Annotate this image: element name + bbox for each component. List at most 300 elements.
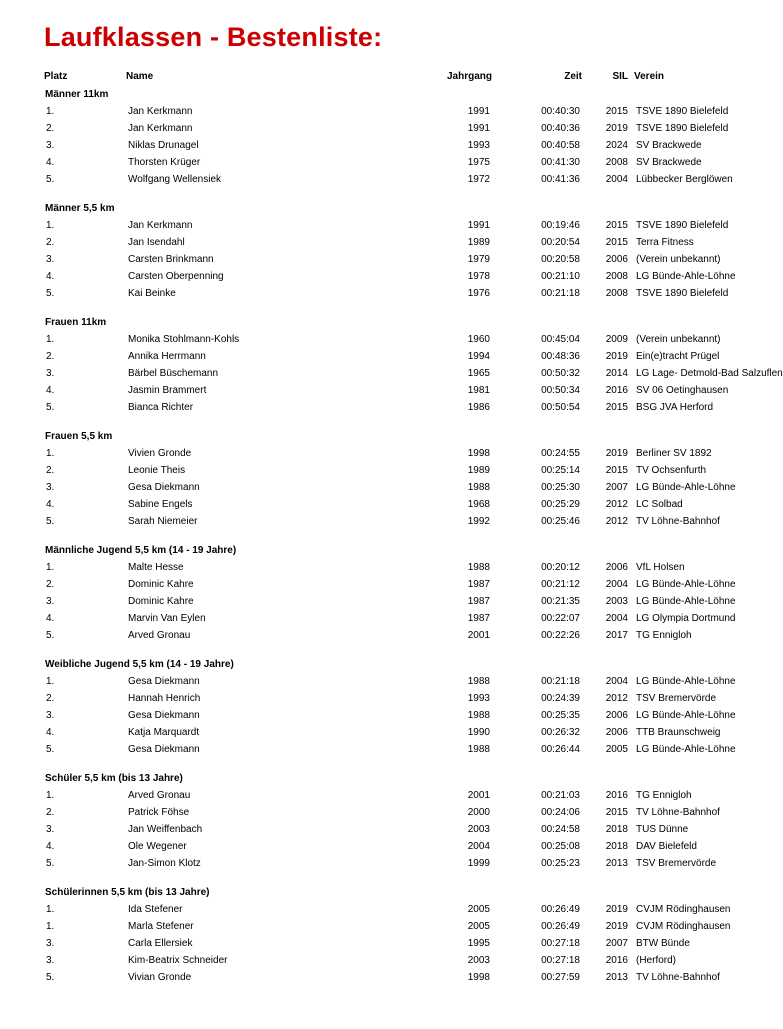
cell-platz: 3. [46,938,55,949]
cell-name: Dominic Kahre [128,579,194,590]
cell-platz: 1. [46,562,55,573]
group-title: Frauen 5,5 km [45,431,113,442]
cell-jahrgang: 1990 [467,727,490,738]
cell-name: Vivien Gronde [128,448,192,459]
header-row [44,71,773,87]
cell-name: Dominic Kahre [128,596,194,607]
table-row [44,741,773,758]
cell-jahrgang: 2005 [467,904,490,915]
cell-zeit: 00:21:10 [541,271,580,282]
cell-verein: TSVE 1890 Bielefeld [636,123,729,134]
cell-zeit: 00:25:14 [541,465,580,476]
cell-jahrgang: 1998 [467,448,490,459]
cell-sil: 2008 [605,288,628,299]
cell-zeit: 00:19:46 [541,220,580,231]
cell-name: Jan Kerkmann [128,123,193,134]
cell-verein: LG Bünde-Ahle-Löhne [636,596,736,607]
cell-zeit: 00:21:03 [541,790,580,801]
cell-sil: 2016 [605,790,628,801]
cell-sil: 2009 [605,334,628,345]
table-row [44,559,773,576]
cell-sil: 2007 [605,482,628,493]
cell-platz: 4. [46,499,55,510]
cell-name: Gesa Diekmann [128,710,200,721]
cell-verein: Ein(e)tracht Prügel [636,351,720,362]
table-row [44,382,773,399]
cell-platz: 1. [46,334,55,345]
table-row [44,935,773,952]
cell-jahrgang: 1987 [467,596,490,607]
cell-verein: LG Olympia Dortmund [636,613,736,624]
cell-sil: 2017 [605,630,628,641]
cell-jahrgang: 1988 [467,482,490,493]
cell-jahrgang: 1988 [467,710,490,721]
cell-name: Jasmin Brammert [128,385,207,396]
cell-verein: CVJM Rödinghausen [636,904,731,915]
cell-platz: 4. [46,385,55,396]
cell-name: Ole Wegener [128,841,187,852]
cell-verein: TSVE 1890 Bielefeld [636,106,729,117]
cell-platz: 4. [46,613,55,624]
group-header-row [44,302,773,331]
cell-sil: 2015 [605,237,628,248]
cell-jahrgang: 1988 [467,676,490,687]
cell-sil: 2019 [605,904,628,915]
cell-name: Gesa Diekmann [128,676,200,687]
cell-verein: TG Ennigloh [636,790,692,801]
cell-zeit: 00:50:34 [541,385,580,396]
cell-platz: 3. [46,955,55,966]
group-header-row [44,87,773,103]
cell-sil: 2006 [605,254,628,265]
cell-zeit: 00:40:30 [541,106,580,117]
cell-name: Patrick Föhse [128,807,190,818]
cell-jahrgang: 1995 [467,938,490,949]
cell-sil: 2003 [605,596,628,607]
cell-platz: 5. [46,402,55,413]
cell-jahrgang: 1981 [467,385,490,396]
cell-verein: TSV Bremervörde [636,858,717,869]
cell-verein: VfL Holsen [636,562,685,573]
cell-verein: TUS Dünne [636,824,689,835]
cell-sil: 2004 [605,613,628,624]
column-header-platz: Platz [44,71,68,82]
cell-platz: 5. [46,972,55,983]
table-row [44,690,773,707]
cell-sil: 2018 [605,824,628,835]
cell-sil: 2006 [605,727,628,738]
cell-jahrgang: 1993 [467,140,490,151]
page-title: Laufklassen - Bestenliste: [44,22,383,52]
cell-verein: TV Ochsenfurth [636,465,707,476]
table-row [44,479,773,496]
cell-platz: 2. [46,351,55,362]
cell-platz: 3. [46,368,55,379]
cell-name: Carla Ellersiek [128,938,193,949]
cell-verein: CVJM Rödinghausen [636,921,731,932]
cell-sil: 2019 [605,351,628,362]
table-row [44,496,773,513]
cell-jahrgang: 2003 [467,824,490,835]
cell-jahrgang: 2004 [467,841,490,852]
cell-zeit: 00:21:12 [541,579,580,590]
cell-verein: DAV Bielefeld [636,841,697,852]
cell-zeit: 00:41:36 [541,174,580,185]
cell-name: Kai Beinke [128,288,176,299]
cell-verein: BTW Bünde [636,938,690,949]
table-row [44,838,773,855]
cell-zeit: 00:27:18 [541,955,580,966]
cell-verein: TSVE 1890 Bielefeld [636,220,729,231]
cell-name: Jan Kerkmann [128,106,193,117]
group-title: Schüler 5,5 km (bis 13 Jahre) [45,773,183,784]
cell-platz: 2. [46,693,55,704]
group-header-row [44,872,773,901]
cell-name: Carsten Oberpenning [128,271,224,282]
table-row [44,513,773,530]
cell-zeit: 00:45:04 [541,334,580,345]
cell-platz: 3. [46,482,55,493]
cell-jahrgang: 1992 [467,516,490,527]
cell-jahrgang: 1972 [467,174,490,185]
cell-name: Sabine Engels [128,499,193,510]
table-body [44,87,783,986]
cell-sil: 2013 [605,972,628,983]
cell-name: Katja Marquardt [128,727,200,738]
cell-zeit: 00:40:58 [541,140,580,151]
column-header-zeit: Zeit [564,71,582,82]
cell-platz: 1. [46,220,55,231]
table-row [44,251,773,268]
group-title: Männer 11km [45,89,109,100]
cell-sil: 2015 [605,402,628,413]
cell-name: Jan Kerkmann [128,220,193,231]
cell-jahrgang: 1991 [467,220,490,231]
cell-zeit: 00:25:08 [541,841,580,852]
cell-sil: 2018 [605,841,628,852]
cell-jahrgang: 2005 [467,921,490,932]
cell-name: Jan-Simon Klotz [128,858,201,869]
cell-verein: SV Brackwede [636,140,702,151]
cell-sil: 2019 [605,921,628,932]
cell-platz: 1. [46,921,55,932]
table-row [44,952,773,969]
cell-platz: 5. [46,288,55,299]
cell-verein: TG Ennigloh [636,630,692,641]
column-header-verein: Verein [634,71,665,82]
column-header-jahrgang: Jahrgang [446,71,492,82]
table-row [44,137,773,154]
cell-name: Leonie Theis [128,465,186,476]
cell-zeit: 00:25:29 [541,499,580,510]
cell-sil: 2015 [605,807,628,818]
table-row [44,445,773,462]
cell-jahrgang: 1993 [467,693,490,704]
column-header-sil: SIL [612,71,628,82]
cell-sil: 2004 [605,676,628,687]
cell-platz: 1. [46,904,55,915]
group-title: Männliche Jugend 5,5 km (14 - 19 Jahre) [45,545,237,556]
cell-zeit: 00:21:18 [541,288,580,299]
cell-verein: LC Solbad [636,499,683,510]
cell-jahrgang: 1986 [467,402,490,413]
cell-zeit: 00:25:46 [541,516,580,527]
table-row [44,707,773,724]
cell-zeit: 00:20:58 [541,254,580,265]
table-row [44,576,773,593]
cell-name: Arved Gronau [128,790,191,801]
cell-name: Bianca Richter [128,402,194,413]
cell-sil: 2019 [605,448,628,459]
cell-zeit: 00:21:35 [541,596,580,607]
cell-verein: LG Lage- Detmold-Bad Salzuflen [636,368,783,379]
cell-verein: LG Bünde-Ahle-Löhne [636,744,736,755]
cell-verein: Terra Fitness [636,237,694,248]
table-row [44,593,773,610]
table-row [44,331,773,348]
cell-sil: 2004 [605,579,628,590]
cell-name: Sarah Niemeier [128,516,198,527]
cell-sil: 2019 [605,123,628,134]
cell-verein: SV 06 Oetinghausen [636,385,729,396]
cell-sil: 2014 [605,368,628,379]
table-row [44,610,773,627]
group-title: Männer 5,5 km [45,203,115,214]
cell-zeit: 00:25:35 [541,710,580,721]
cell-verein: (Verein unbekannt) [636,334,721,345]
cell-name: Gesa Diekmann [128,482,200,493]
cell-verein: LG Bünde-Ahle-Löhne [636,579,736,590]
cell-name: Niklas Drunagel [128,140,199,151]
table-row [44,804,773,821]
cell-zeit: 00:50:32 [541,368,580,379]
cell-platz: 5. [46,516,55,527]
cell-platz: 1. [46,106,55,117]
results-table [44,71,783,986]
cell-name: Marvin Van Eylen [128,613,206,624]
group-title: Weibliche Jugend 5,5 km (14 - 19 Jahre) [45,659,234,670]
cell-verein: TTB Braunschweig [636,727,721,738]
cell-jahrgang: 1988 [467,562,490,573]
cell-name: Ida Stefener [128,904,183,915]
cell-verein: (Herford) [636,955,677,966]
cell-platz: 5. [46,858,55,869]
cell-sil: 2012 [605,693,628,704]
cell-sil: 2024 [605,140,628,151]
cell-zeit: 00:40:36 [541,123,580,134]
cell-zeit: 00:22:07 [541,613,580,624]
cell-verein: LG Bünde-Ahle-Löhne [636,482,736,493]
cell-jahrgang: 1987 [467,613,490,624]
cell-sil: 2015 [605,465,628,476]
table-row [44,918,773,935]
cell-zeit: 00:41:30 [541,157,580,168]
cell-jahrgang: 1960 [467,334,490,345]
cell-platz: 4. [46,727,55,738]
table-row [44,365,773,382]
table-row [44,234,773,251]
cell-platz: 3. [46,824,55,835]
cell-verein: Lübbecker Berglöwen [636,174,733,185]
cell-zeit: 00:22:26 [541,630,580,641]
cell-verein: Berliner SV 1892 [636,448,712,459]
cell-name: Bärbel Büschemann [128,368,219,379]
cell-jahrgang: 1975 [467,157,490,168]
cell-zeit: 00:24:06 [541,807,580,818]
cell-zeit: 00:26:32 [541,727,580,738]
cell-platz: 2. [46,465,55,476]
cell-zeit: 00:24:58 [541,824,580,835]
table-row [44,821,773,838]
cell-platz: 5. [46,744,55,755]
table-row [44,787,773,804]
group-header-row [44,644,773,673]
table-row [44,724,773,741]
cell-name: Wolfgang Wellensiek [128,174,222,185]
cell-jahrgang: 1978 [467,271,490,282]
cell-verein: TV Löhne-Bahnhof [636,972,720,983]
cell-jahrgang: 1976 [467,288,490,299]
table-row [44,627,773,644]
cell-verein: TSV Bremervörde [636,693,717,704]
table-header [44,71,773,87]
table-row [44,969,773,986]
cell-name: Jan Weiffenbach [128,824,203,835]
cell-sil: 2015 [605,106,628,117]
table-row [44,462,773,479]
cell-verein: LG Bünde-Ahle-Löhne [636,676,736,687]
cell-jahrgang: 1991 [467,123,490,134]
cell-platz: 5. [46,174,55,185]
table-row [44,217,773,234]
cell-zeit: 00:50:54 [541,402,580,413]
table-row [44,154,773,171]
cell-platz: 4. [46,841,55,852]
cell-jahrgang: 1965 [467,368,490,379]
cell-jahrgang: 1989 [467,465,490,476]
cell-jahrgang: 1968 [467,499,490,510]
group-title: Frauen 11km [45,317,107,328]
table-row [44,901,773,918]
cell-sil: 2005 [605,744,628,755]
cell-jahrgang: 2001 [467,790,490,801]
cell-zeit: 00:26:49 [541,921,580,932]
group-header-row [44,188,773,217]
cell-zeit: 00:20:12 [541,562,580,573]
cell-platz: 2. [46,237,55,248]
cell-jahrgang: 2001 [467,630,490,641]
cell-sil: 2007 [605,938,628,949]
cell-zeit: 00:24:39 [541,693,580,704]
cell-zeit: 00:27:18 [541,938,580,949]
cell-jahrgang: 1998 [467,972,490,983]
cell-sil: 2006 [605,710,628,721]
cell-name: Thorsten Krüger [128,157,201,168]
cell-verein: BSG JVA Herford [636,402,714,413]
cell-verein: (Verein unbekannt) [636,254,721,265]
cell-jahrgang: 1989 [467,237,490,248]
cell-jahrgang: 1991 [467,106,490,117]
cell-sil: 2016 [605,955,628,966]
table-row [44,348,773,365]
cell-zeit: 00:26:49 [541,904,580,915]
cell-name: Jan Isendahl [128,237,185,248]
cell-verein: TV Löhne-Bahnhof [636,516,720,527]
column-header-name: Name [126,71,154,82]
cell-zeit: 00:25:23 [541,858,580,869]
cell-name: Kim-Beatrix Schneider [128,955,228,966]
cell-platz: 4. [46,271,55,282]
cell-jahrgang: 2003 [467,955,490,966]
cell-sil: 2004 [605,174,628,185]
cell-verein: SV Brackwede [636,157,702,168]
cell-sil: 2006 [605,562,628,573]
cell-sil: 2013 [605,858,628,869]
table-row [44,120,773,137]
cell-name: Hannah Henrich [128,693,201,704]
cell-sil: 2012 [605,499,628,510]
cell-name: Monika Stohlmann-Kohls [128,334,240,345]
cell-name: Gesa Diekmann [128,744,200,755]
cell-verein: TV Löhne-Bahnhof [636,807,720,818]
cell-name: Malte Hesse [128,562,184,573]
table-row [44,673,773,690]
cell-platz: 2. [46,807,55,818]
cell-zeit: 00:27:59 [541,972,580,983]
table-row [44,103,773,120]
cell-name: Marla Stefener [128,921,194,932]
cell-platz: 4. [46,157,55,168]
cell-platz: 2. [46,579,55,590]
cell-zeit: 00:48:36 [541,351,580,362]
cell-verein: TSVE 1890 Bielefeld [636,288,729,299]
cell-verein: LG Bünde-Ahle-Löhne [636,271,736,282]
table-row [44,399,773,416]
cell-zeit: 00:25:30 [541,482,580,493]
cell-jahrgang: 1994 [467,351,490,362]
cell-jahrgang: 1987 [467,579,490,590]
cell-zeit: 00:21:18 [541,676,580,687]
cell-platz: 3. [46,140,55,151]
cell-sil: 2015 [605,220,628,231]
table-row [44,268,773,285]
cell-platz: 1. [46,448,55,459]
cell-platz: 2. [46,123,55,134]
cell-zeit: 00:20:54 [541,237,580,248]
cell-sil: 2008 [605,271,628,282]
group-title: Schülerinnen 5,5 km (bis 13 Jahre) [45,887,210,898]
group-header-row [44,530,773,559]
cell-platz: 3. [46,710,55,721]
cell-sil: 2008 [605,157,628,168]
cell-platz: 5. [46,630,55,641]
cell-sil: 2012 [605,516,628,527]
cell-platz: 3. [46,254,55,265]
group-header-row [44,416,773,445]
table-row [44,171,773,188]
cell-jahrgang: 1999 [467,858,490,869]
cell-name: Annika Herrmann [128,351,206,362]
cell-sil: 2016 [605,385,628,396]
cell-jahrgang: 1979 [467,254,490,265]
table-row [44,855,773,872]
cell-jahrgang: 1988 [467,744,490,755]
cell-zeit: 00:26:44 [541,744,580,755]
cell-name: Carsten Brinkmann [128,254,214,265]
cell-verein: LG Bünde-Ahle-Löhne [636,710,736,721]
cell-name: Arved Gronau [128,630,191,641]
cell-platz: 1. [46,790,55,801]
